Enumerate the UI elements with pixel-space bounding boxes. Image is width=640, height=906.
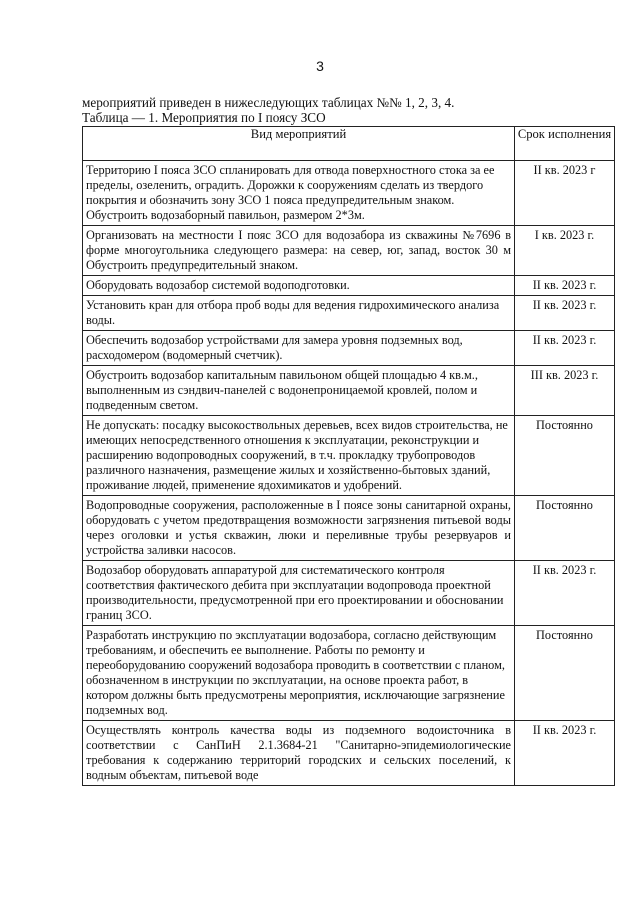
header-activity: Вид мероприятий (83, 127, 515, 161)
activity-cell: Обеспечить водозабор устройствами для замера уровня подземных вод, расходомером (водомерный счетчик). (83, 331, 515, 366)
activity-cell: Территорию I пояса ЗСО спланировать для отвода поверхностного стока за ее пределы, озеленить, оградить. Дорожки к сооружениям сделать из твердого покрытия и обозначить зону ЗСО 1 пояса предупредительным знаком. Обустроить водозаборный павильон, размером 2*3м. (83, 161, 515, 226)
table-row (83, 561, 615, 626)
term-cell: III кв. 2023 г. (515, 366, 615, 416)
table-header-row (83, 127, 615, 161)
table-row (83, 366, 615, 416)
measures-table (82, 126, 615, 786)
page-number: 3 (316, 58, 324, 74)
activity-cell: Установить кран для отбора проб воды для ведения гидрохимического анализа воды. (83, 296, 515, 331)
activity-cell: Водозабор оборудовать аппаратурой для систематического контроля соответствия фактического дебита при эксплуатации водопровода проектной производительности, предусмотренной при его проектировании и обосновании границ ЗСО. (83, 561, 515, 626)
activity-cell: Оборудовать водозабор системой водоподготовки. (83, 276, 515, 296)
table-caption: Таблица — 1. Мероприятия по I поясу ЗСО (82, 110, 326, 125)
term-cell: Постоянно (515, 496, 615, 561)
activity-cell: Организовать на местности I пояс ЗСО для водозабора из скважины №7696 в форме многоугольника следующего размера: на север, юг, запад, восток 30 м Обустроить предупредительный знаком. (83, 226, 515, 276)
activity-cell: Не допускать: посадку высокоствольных деревьев, всех видов строительства, не имеющих непосредственного отношения к эксплуатации, реконструкции и расширению водопроводных сооружений, в т.ч. прокладку трубопроводов различного назначения, размещение жилых и хозяйственно-бытовых зданий, проживание людей, применение ядохимикатов и удобрений. (83, 416, 515, 496)
table-row (83, 416, 615, 496)
activity-cell: Осуществлять контроль качества воды из подземного водоисточника в соответствии с СанПиН 2.1.3684-21 "Санитарно-эпидемиологические требования к содержанию территорий городских и сельских поселений, к водным объектам, питьевой воде (83, 721, 515, 786)
term-cell: II кв. 2023 г. (515, 561, 615, 626)
activity-cell: Разработать инструкцию по эксплуатации водозабора, согласно действующим требованиям, и обеспечить ее выполнение. Работы по ремонту и переоборудованию сооружений водозабора проводить в соответствии с планом, обозначенном в инструкции по эксплуатации, на основе проекта работ, в котором должны быть предусмотрены мероприятия, исключающие загрязнение подземных вод. (83, 626, 515, 721)
term-cell: Постоянно (515, 416, 615, 496)
table-row (83, 626, 615, 721)
term-cell: II кв. 2023 г (515, 161, 615, 226)
table-row (83, 331, 615, 366)
table-row (83, 226, 615, 276)
term-cell: Постоянно (515, 626, 615, 721)
table-row (83, 496, 615, 561)
term-cell: II кв. 2023 г. (515, 296, 615, 331)
term-cell: II кв. 2023 г. (515, 721, 615, 786)
term-cell: II кв. 2023 г. (515, 331, 615, 366)
table-row (83, 296, 615, 331)
term-cell: I кв. 2023 г. (515, 226, 615, 276)
table-row (83, 161, 615, 226)
header-term: Срок исполнения (515, 127, 615, 161)
intro-text: мероприятий приведен в нижеследующих таблицах №№ 1, 2, 3, 4. (82, 95, 455, 110)
activity-cell: Водопроводные сооружения, расположенные в I поясе зоны санитарной охраны, оборудовать с учетом предотвращения возможности загрязнения питьевой воды через оголовки и устья скважин, люки и переливные трубы резервуаров и устройства заливки насосов. (83, 496, 515, 561)
table-row (83, 721, 615, 786)
term-cell: II кв. 2023 г. (515, 276, 615, 296)
activity-cell: Обустроить водозабор капитальным павильоном общей площадью 4 кв.м., выполненным из сэндвич-панелей с водонепроницаемой кровлей, полом и подведенным светом. (83, 366, 515, 416)
table-row (83, 276, 615, 296)
